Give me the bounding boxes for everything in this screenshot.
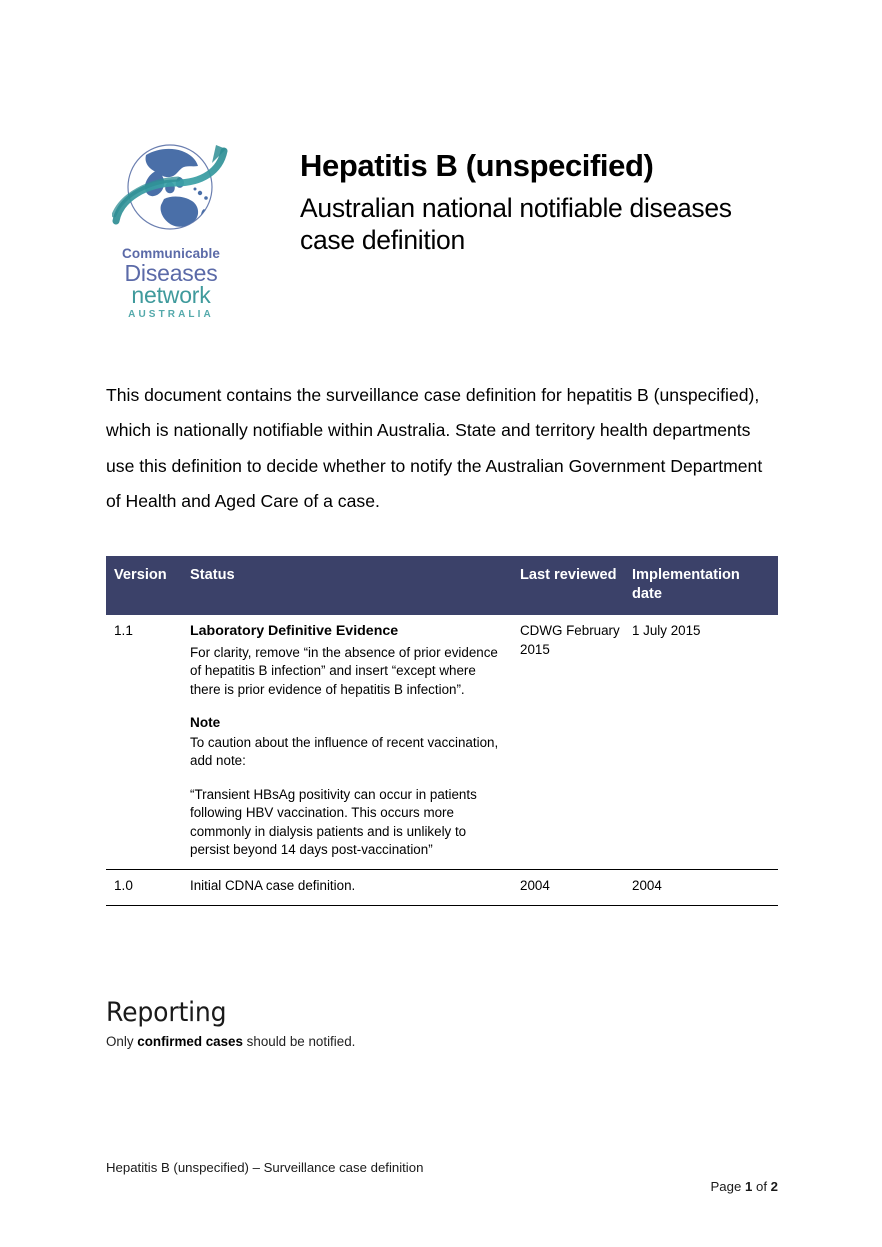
page-middle: of — [752, 1179, 771, 1194]
page-title: Hepatitis B (unspecified) — [300, 148, 654, 183]
spacer — [190, 771, 508, 786]
wordmark-line-2: Diseases — [124, 259, 218, 286]
table-row — [106, 615, 778, 869]
cell-last-reviewed: 2004 — [514, 869, 626, 905]
cell-version: 1.0 — [106, 869, 184, 905]
cdna-logo — [106, 133, 238, 320]
reporting-body — [106, 1033, 355, 1052]
footer-document-name: Hepatitis B (unspecified) – Surveillance case definition — [106, 1160, 424, 1175]
globe-icon — [112, 137, 232, 245]
reporting-text-bold: confirmed cases — [137, 1034, 243, 1050]
page-total: 2 — [770, 1179, 778, 1194]
cell-implementation-date: 2004 — [626, 869, 778, 905]
spacer — [190, 699, 508, 714]
column-header-status: Status — [184, 556, 514, 615]
column-header-implementation-date: Implementation date — [626, 556, 778, 615]
table-row — [106, 869, 778, 905]
status-heading: Laboratory Definitive Evidence — [190, 623, 399, 640]
section-heading-reporting: Reporting — [106, 997, 227, 1029]
intro-paragraph: This document contains the surveillance case definition for hepatitis B (unspecified), which is nationally notifiable within Australia. State and territory health departments use this definition to decide whether to notify the Australian Government Department of Health and Aged Care of a case. — [106, 384, 763, 512]
reporting-text-prefix: Only — [106, 1034, 138, 1050]
table-header — [106, 556, 778, 615]
globe-swoosh-svg — [112, 137, 232, 245]
note-heading: Note — [190, 715, 221, 731]
cell-implementation-date: 1 July 2015 — [626, 615, 778, 869]
note-quote: “Transient HBsAg positivity can occur in patients following HBV vaccination. This occurs more commonly in dialysis patients and is unlikely to persist beyond 14 days post-vaccination” — [190, 786, 477, 858]
cdna-wordmark — [112, 247, 230, 320]
cell-last-reviewed: CDWG February 2015 — [514, 615, 626, 869]
note-body: To caution about the influence of recent vaccination, add note: — [190, 734, 499, 769]
wordmark-line-4: AUSTRALIA — [128, 308, 214, 320]
wordmark-line-1: Communicable — [122, 246, 220, 261]
cell-status — [184, 615, 514, 869]
reporting-text-suffix: should be notified. — [242, 1034, 356, 1050]
page-subtitle: Australian national notifiable diseases case definition — [300, 192, 732, 255]
footer-page-number — [711, 1179, 778, 1194]
table-body — [106, 615, 778, 905]
table-header-row — [106, 556, 778, 615]
cell-status — [184, 869, 514, 905]
column-header-last-reviewed: Last reviewed — [514, 556, 626, 615]
column-header-version: Version — [106, 556, 184, 615]
page-prefix: Page — [710, 1179, 745, 1194]
status-body: For clarity, remove “in the absence of prior evidence of hepatitis B infection” and insert “except where there is prior evidence of hepatitis B infection”. — [190, 644, 498, 697]
cell-version: 1.1 — [106, 615, 184, 869]
revision-history-table — [106, 556, 778, 906]
document-header — [106, 133, 778, 320]
status-body: Initial CDNA case definition. — [190, 877, 356, 893]
wordmark-line-3: network — [131, 281, 211, 308]
page-current: 1 — [744, 1179, 753, 1194]
title-block — [238, 133, 778, 256]
